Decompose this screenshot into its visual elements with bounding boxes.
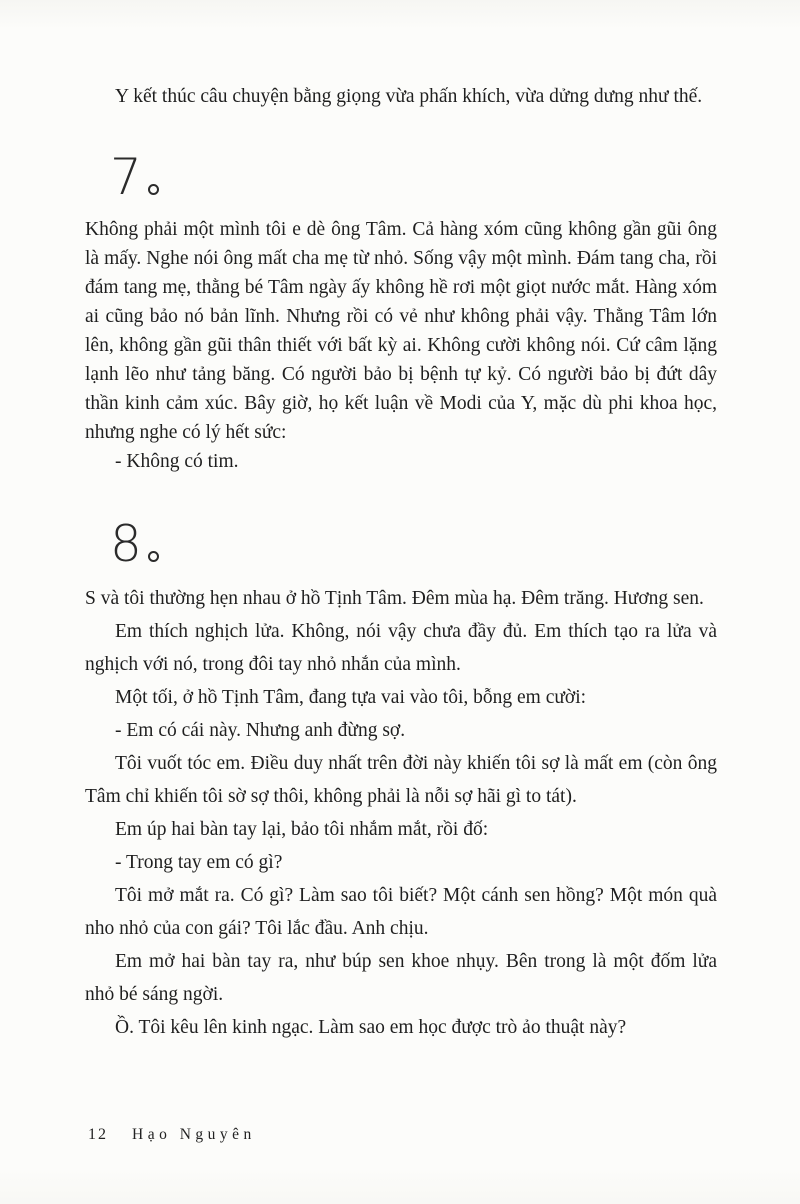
page-footer: [88, 1126, 256, 1144]
dialogue-line: - Trong tay em có gì?: [115, 852, 283, 873]
page-number: 12: [88, 1126, 108, 1143]
section-8-paragraph: S và tôi thường hẹn nhau ở hồ Tịnh Tâm. Đêm mùa hạ. Đêm trăng. Hương sen.: [85, 588, 704, 609]
intro-paragraph: Y kết thúc câu chuyện bằng giọng vừa phấn khích, vừa dửng dưng như thế.: [115, 86, 703, 107]
section-8-paragraph: Em mở hai bàn tay ra, như búp sen khoe nhụy. Bên trong là một đốm lửa nhỏ bé sáng ngời.: [85, 951, 717, 1005]
author-name: Hạo Nguyên: [132, 1126, 256, 1143]
section-7-heading: [110, 148, 717, 206]
dialogue-line: - Em có cái này. Nhưng anh đừng sợ.: [115, 720, 406, 741]
section-8-heading: [110, 515, 717, 573]
section-marker-circle: [148, 184, 159, 195]
section-8-paragraph: Em úp hai bàn tay lại, bảo tôi nhắm mắt, rồi đố:: [115, 819, 489, 840]
section-8-paragraph: Em thích nghịch lửa. Không, nói vậy chưa đầy đủ. Em thích tạo ra lửa và nghịch với nó, trong đôi tay nhỏ nhắn của mình.: [85, 621, 717, 675]
section-7-number: 7: [110, 148, 143, 206]
section-8-paragraph: Một tối, ở hồ Tịnh Tâm, đang tựa vai vào tôi, bỗng em cười:: [115, 687, 587, 708]
section-marker-circle: [148, 551, 159, 562]
section-8-paragraph: Tôi vuốt tóc em. Điều duy nhất trên đời này khiến tôi sợ là mất em (còn ông Tâm chỉ khiến tôi sờ sợ thôi, không phải là nỗi sợ hãi gì to tát).: [85, 753, 717, 807]
section-7-paragraph: Không phải một mình tôi e dè ông Tâm. Cả hàng xóm cũng không gần gũi ông là mấy. Nghe nói ông mất cha mẹ từ nhỏ. Sống vậy một mình. Đám tang cha, rồi đám tang mẹ, thằng bé Tâm ngày ấy không hề rơi một giọt nước mắt. Hàng xóm ai cũng bảo nó bản lĩnh. Nhưng rồi có vẻ như không phải vậy. Thằng Tâm lớn lên, không gần gũi thân thiết với bất kỳ ai. Không cười không nói. Cứ câm lặng lạnh lẽo như tảng băng. Có người bảo bị bệnh tự kỷ. Có người bảo bị đứt dây thần kinh cảm xúc. Bây giờ, họ kết luận về Modi của Y, mặc dù phi khoa học, nhưng nghe có lý hết sức:: [85, 219, 717, 443]
dialogue-line: - Không có tim.: [115, 451, 239, 472]
page-content: [85, 80, 717, 1044]
section-8-paragraph: Ồ. Tôi kêu lên kinh ngạc. Làm sao em học được trò ảo thuật này?: [115, 1017, 627, 1038]
section-8-number: 8: [110, 515, 143, 573]
section-8-paragraph: Tôi mở mắt ra. Có gì? Làm sao tôi biết? Một cánh sen hồng? Một món quà nho nhỏ của con gái? Tôi lắc đầu. Anh chịu.: [85, 885, 717, 939]
